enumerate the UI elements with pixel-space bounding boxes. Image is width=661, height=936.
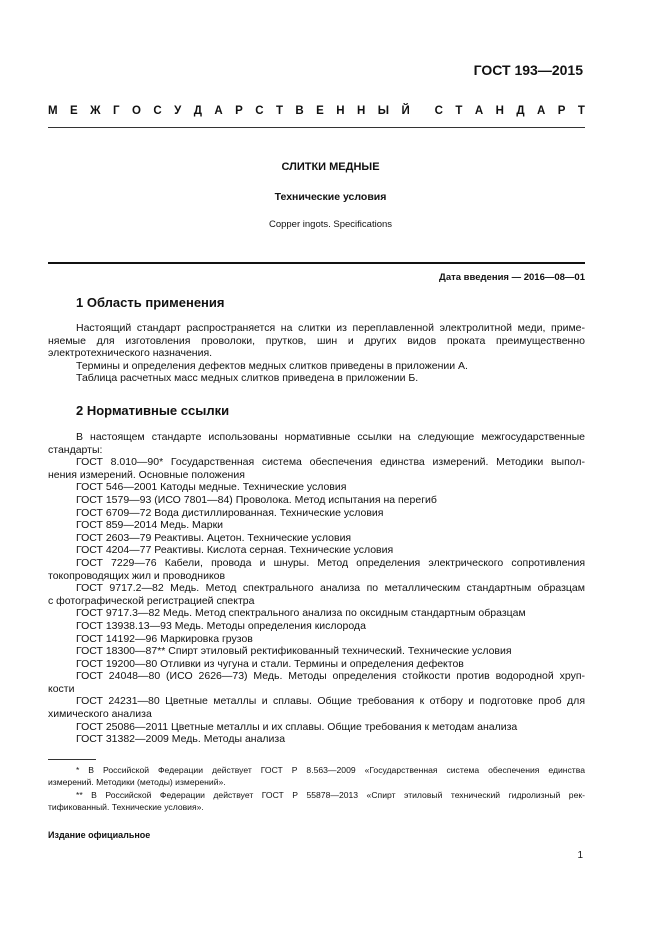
section-1-body — [48, 322, 585, 385]
footnote-line: * В Российской Федерации действует ГОСТ Р 8.563—2009 «Государственная система обеспечения единства — [76, 765, 585, 775]
reference-line: ГОСТ 7229—76 Кабели, провода и шнуры. Метод определения электрического сопротивления — [76, 556, 585, 569]
footnote-line: измерений. Методики (методы) измерений». — [48, 777, 226, 788]
reference-line: ГОСТ 546—2001 Катоды медные. Технические условия — [76, 481, 347, 494]
text-line: Термины и определения дефектов медных слитков приведены в приложении А. — [76, 359, 468, 372]
text-line: няемые для изготовления проволоки, прутков, шин и других видов проката преимущественно — [48, 334, 585, 347]
document-subtitle: Технические условия — [274, 191, 387, 203]
banner-letter: Т — [577, 105, 585, 117]
reference-line: ГОСТ 19200—80 Отливки из чугуна и стали. Термины и определения дефектов — [76, 657, 464, 670]
reference-line: ГОСТ 13938.13—93 Медь. Методы определения кислорода — [76, 619, 366, 632]
banner-letter: Н — [495, 105, 504, 117]
reference-line: ГОСТ 9717.3—82 Медь. Метод спектрального анализа по оксидным стандартным образцам — [76, 607, 526, 620]
document-number: ГОСТ 193—2015 — [473, 62, 583, 78]
reference-line: ГОСТ 9717.2—82 Медь. Метод спектрального анализа по металлическим стандартным образцам — [76, 582, 585, 595]
standard-type-banner — [48, 105, 585, 117]
banner-letter: Д — [516, 105, 525, 117]
edition-label: Издание официальное — [48, 830, 151, 840]
text-line: электротехнического назначения. — [48, 347, 213, 360]
banner-letter: Е — [70, 105, 78, 117]
title-divider — [48, 262, 585, 264]
reference-line: ГОСТ 4204—77 Реактивы. Кислота серная. Технические условия — [76, 544, 394, 557]
text-line: В настоящем стандарте использованы нормативные ссылки на следующие межгосударственные — [76, 431, 585, 443]
reference-line: с фотографической регистрацией спектра — [48, 594, 255, 607]
banner-letter: Г — [112, 105, 120, 117]
reference-line: ГОСТ 8.010—90* Государственная система обеспечения единства измерений. Методики выпол- — [76, 456, 585, 469]
reference-line: кости — [48, 682, 75, 695]
text-line: Настоящий стандарт распространяется на слитки из переплавленной электролитной меди, приме- — [76, 322, 585, 334]
banner-letter: Н — [357, 105, 366, 117]
banner-letter: А — [214, 105, 223, 117]
text-line: стандарты: — [48, 443, 103, 456]
reference-line: ГОСТ 31382—2009 Медь. Методы анализа — [76, 733, 286, 746]
text-line: Таблица расчетных масс медных слитков приведена в приложении Б. — [76, 372, 419, 385]
page-number: 1 — [577, 850, 583, 861]
banner-letter: С — [153, 105, 162, 117]
banner-letter: А — [536, 105, 546, 117]
banner-letter: С — [434, 105, 443, 117]
banner-letter: Т — [455, 105, 463, 117]
english-title: Copper ingots. Specifications — [268, 219, 393, 230]
banner-letter: У — [174, 105, 182, 117]
reference-line: ГОСТ 859—2014 Медь. Марки — [76, 519, 224, 532]
document-title: СЛИТКИ МЕДНЫЕ — [281, 161, 380, 173]
reference-line: ГОСТ 24231—80 Цветные металлы и сплавы. Общие требования к отбору и подготовке проб для — [76, 695, 585, 708]
reference-line: нения измерений. Основные положения — [48, 468, 245, 481]
section-2-heading: 2 Нормативные ссылки — [76, 403, 230, 418]
banner-letter: Ы — [377, 105, 390, 117]
banner-letter: Р — [235, 105, 243, 117]
banner-letter: Т — [275, 105, 283, 117]
banner-letter: Н — [336, 105, 345, 117]
section-2-body — [48, 431, 585, 746]
reference-line: ГОСТ 25086—2011 Цветные металлы и их сплавы. Общие требования к методам анализа — [76, 720, 518, 733]
banner-letter: О — [131, 105, 141, 117]
reference-line: ГОСТ 24048—80 (ИСО 2626—73) Медь. Методы определения стойкости против водородной хруп- — [76, 670, 585, 683]
header-divider — [48, 127, 585, 128]
reference-line: токопроводящих жил и проводников — [48, 569, 226, 582]
section-1-heading: 1 Область применения — [76, 295, 225, 310]
banner-letter: Д — [193, 105, 202, 117]
reference-line: ГОСТ 1579—93 (ИСО 7801—84) Проволока. Метод испытания на перегиб — [76, 493, 437, 506]
banner-letter: Ж — [90, 105, 101, 117]
banner-letter: М — [48, 105, 58, 117]
reference-line: ГОСТ 14192—96 Маркировка грузов — [76, 632, 253, 645]
reference-line: ГОСТ 18300—87** Спирт этиловый ректификованный технический. Технические условия — [76, 645, 512, 658]
banner-letter: Р — [557, 105, 566, 117]
reference-line: ГОСТ 2603—79 Реактивы. Ацетон. Технические условия — [76, 531, 352, 544]
banner-letter: Й — [401, 105, 410, 117]
footnotes — [48, 764, 585, 814]
reference-line: ГОСТ 6709—72 Вода дистиллированная. Технические условия — [76, 506, 384, 519]
footnote-divider — [48, 759, 96, 760]
banner-letter: А — [474, 105, 484, 117]
footnote-line: ** В Российской Федерации действует ГОСТ Р 55878—2013 «Спирт этиловый технический гидролизный рек- — [76, 789, 585, 800]
introduction-date: Дата введения — 2016—08—01 — [439, 272, 585, 283]
banner-letter: Е — [316, 105, 324, 117]
banner-letter: С — [255, 105, 264, 117]
reference-line: химического анализа — [48, 708, 152, 721]
footnote-line: тификованный. Технические условия». — [48, 802, 204, 813]
banner-letter: В — [295, 105, 304, 117]
